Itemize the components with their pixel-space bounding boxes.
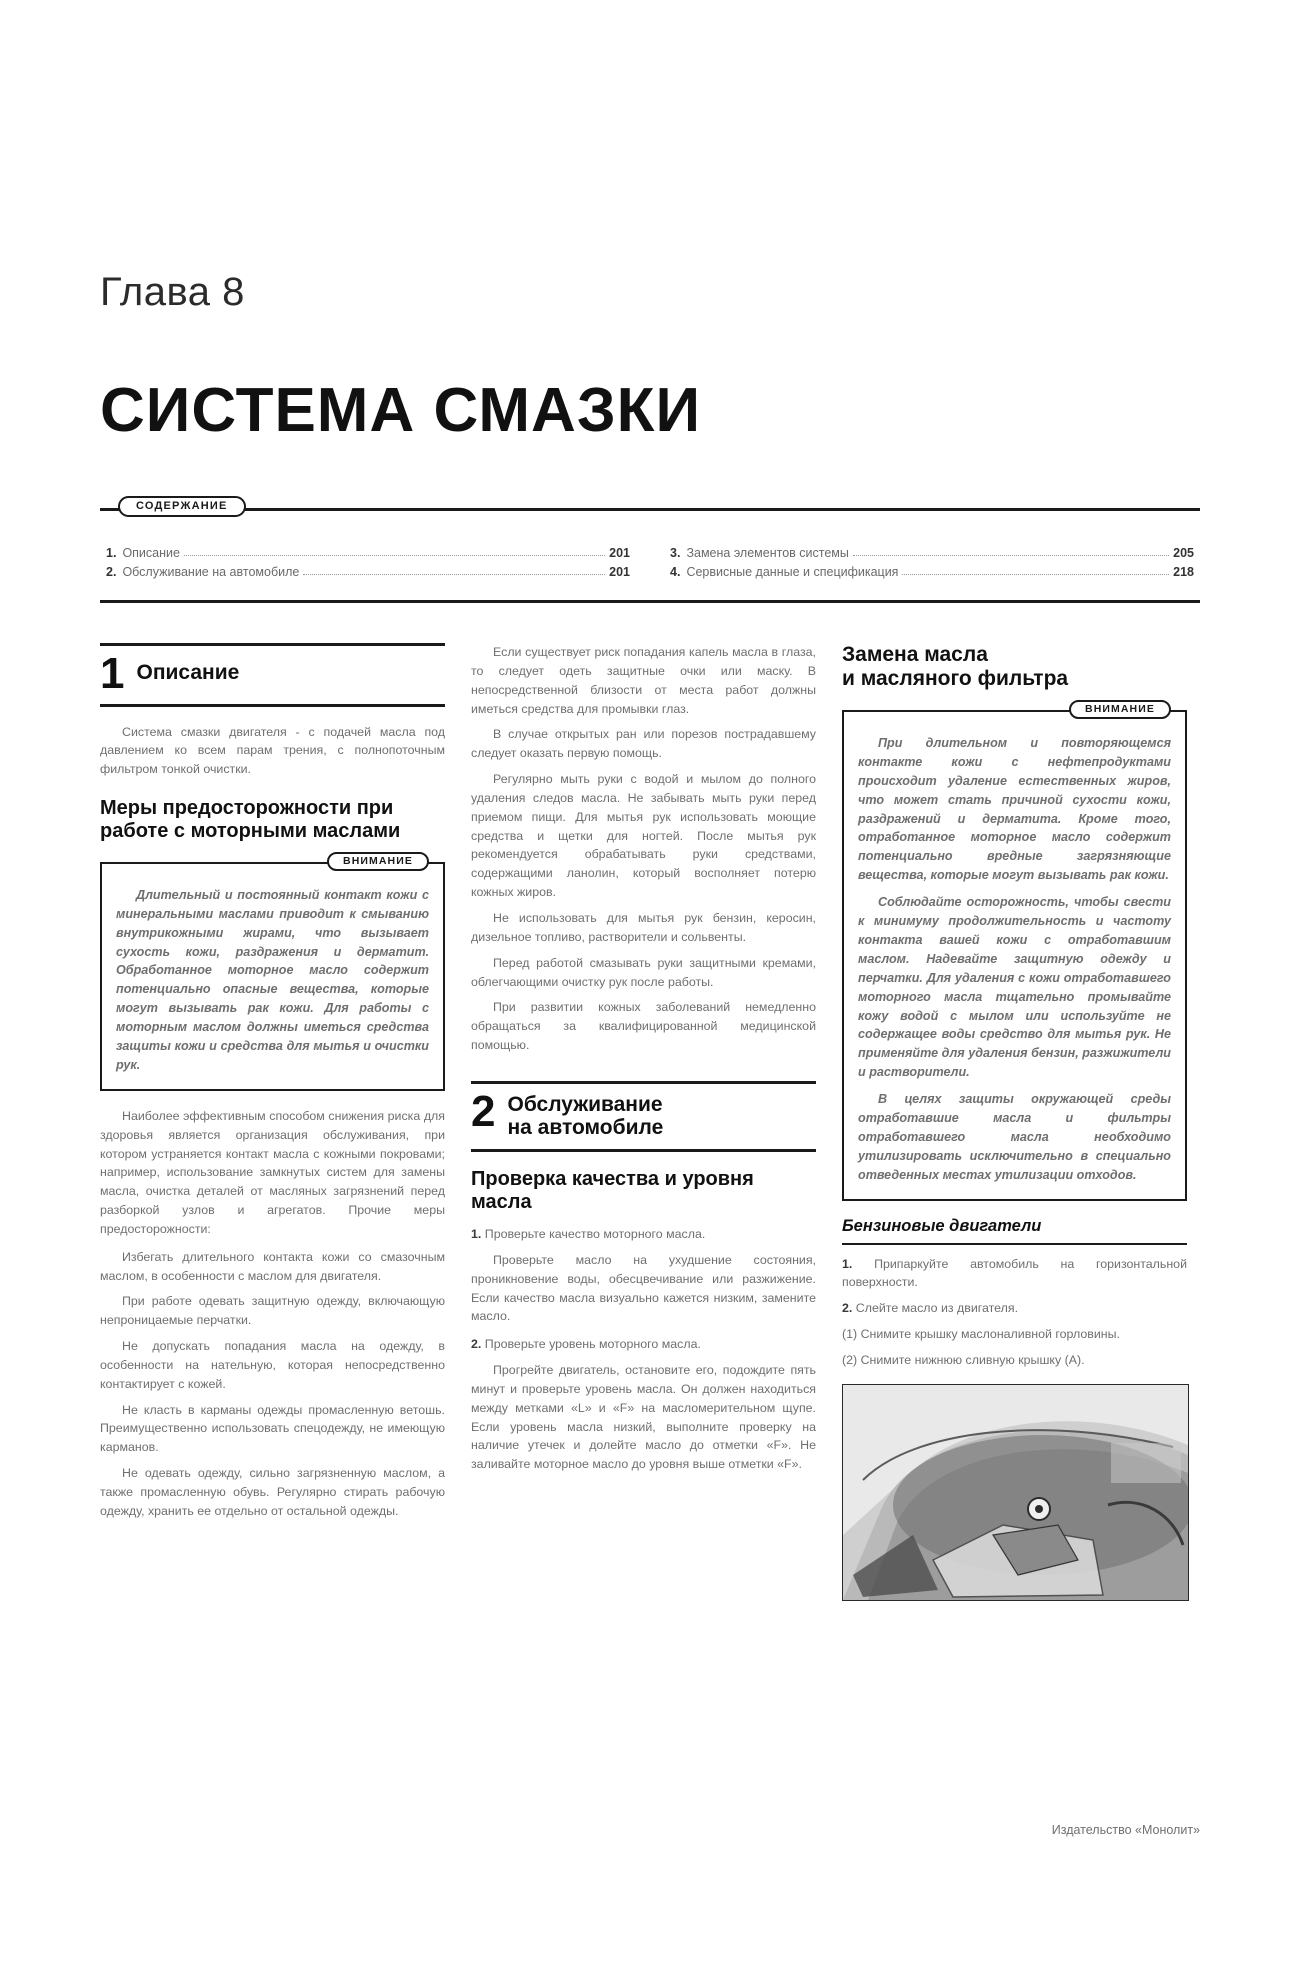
bullet-item: Не одевать одежду, сильно загрязненную маслом, а также промасленную обувь. Регулярно стирать рабочую одежду, хранить ее отдельно от остальной одежды. xyxy=(100,1466,445,1518)
publisher-imprint: Издательство «Монолит» xyxy=(1051,1823,1200,1837)
bullet-item: Перед работой смазывать руки защитными кремами, облегчающими очистку рук после работы. xyxy=(471,955,816,989)
step-item: Прогрейте двигатель, остановите его, подождите пять минут и проверьте уровень масла. Он должен находиться между метками «L» и «F» на масломерительном щупе. Если уровень масла низкий, выполните проверку на наличие утечек и долейте масло до отметки «F». Не заливайте моторное масло до уровня выше отметки «F». xyxy=(471,1363,816,1472)
warning-paragraph: Длительный и постоянный контакт кожи с минеральными маслами приводит к смыванию внутрикожными жирами, что вызывает сухость кожи, раздражения и дерматит. Обработанное моторное масло содержит потенциально опасные вещества, которые могут вызывать рак кожи. Для работы с моторным маслом должны иметься средства защиты кожи и средства для мытья и очистки рук. xyxy=(116,887,429,1072)
step-item: (2) Снимите нижнюю сливную крышку (A). xyxy=(842,1352,1085,1367)
subsection-title: Проверка качества и уровня масла xyxy=(471,1168,754,1213)
contents-entry[interactable] xyxy=(106,565,630,579)
contents-entry-number: 4. xyxy=(670,565,681,579)
section-heading-1 xyxy=(100,643,445,707)
contents-entry-number: 3. xyxy=(670,546,681,560)
warning-paragraph: При длительном и повторяющемся контакте кожи с нефтепродуктами происходит удаление естественных жиров, что может стать причиной сухости кожи, раздражений и дерматита. Кроме того, отработанное моторное масло содержит потенциально вредные загрязняющие вещества, которые могут вызывать рак кожи. xyxy=(858,736,1171,883)
contents-entry-page: 201 xyxy=(609,565,630,579)
leader-dots xyxy=(853,547,1169,556)
chapter-label: Глава 8 xyxy=(100,270,245,314)
page-title: СИСТЕМА СМАЗКИ xyxy=(100,376,702,445)
paragraph: Система смазки двигателя - с подачей масла под давлением ко всем парам трения, с полнопоточным фильтром тонкой очистки. xyxy=(100,724,445,777)
step-item xyxy=(471,1335,816,1354)
step-item xyxy=(842,1255,1187,1293)
contents-entry-number: 2. xyxy=(106,565,117,579)
table-of-contents xyxy=(100,500,1200,603)
step-item xyxy=(842,1299,1187,1318)
bullet-item: Не использовать для мытья рук бензин, керосин, дизельное топливо, растворители и сольвенты. xyxy=(471,910,816,944)
subsection-title-petrol-engines: Бензиновые двигатели xyxy=(842,1217,1187,1245)
warning-box xyxy=(842,703,1187,1200)
warning-paragraph: В целях защиты окружающей среды отработавшие масла и фильтры отработавшего масла необходимо утилизировать исключительно в специально отведенных местах утилизации отходов. xyxy=(858,1092,1171,1182)
contents-entry-title: Сервисные данные и спецификация xyxy=(686,565,899,579)
warning-tag: ВНИМАНИЕ xyxy=(1069,700,1171,719)
step-text: Проверьте уровень моторного масла. xyxy=(484,1337,701,1352)
contents-entry-title: Обслуживание на автомобиле xyxy=(122,565,300,579)
section-number: 2 xyxy=(471,1086,496,1136)
warning-box xyxy=(100,854,445,1091)
subsection-title-line1: Замена масла xyxy=(842,643,988,666)
engine-photo xyxy=(842,1384,1189,1601)
bullet-item: В случае открытых ран или порезов пострадавшему следует оказать первую помощь. xyxy=(471,727,816,761)
step-text: Проверьте качество моторного масла. xyxy=(484,1227,706,1241)
step-text: Слейте масло из двигателя. xyxy=(855,1301,1019,1316)
section-heading-2 xyxy=(471,1081,816,1152)
leader-dots xyxy=(303,566,605,575)
bullet-item: При развитии кожных заболеваний немедленно обращаться за квалифицированной медицинской помощью. xyxy=(471,1000,816,1053)
section-number: 1 xyxy=(100,649,125,698)
contents-entry[interactable] xyxy=(670,546,1194,560)
leader-dots xyxy=(902,566,1169,575)
engine-photo-illustration xyxy=(843,1385,1188,1600)
section-title: Описание xyxy=(136,661,240,684)
contents-column-left xyxy=(106,541,630,584)
subsection-title-line2: и масляного фильтра xyxy=(842,666,1069,690)
contents-entry-page: 201 xyxy=(609,546,630,560)
body-columns xyxy=(100,643,1200,1601)
subsection-title: Меры предосторожности при работе с моторными маслами xyxy=(100,797,401,842)
step-text: Припаркуйте автомобиль на горизонтальной поверхности. xyxy=(842,1256,1187,1290)
contents-tag: СОДЕРЖАНИЕ xyxy=(118,496,246,517)
bullet-item: Регулярно мыть руки с водой и мылом до полного удаления следов масла. Не забывать мыть руки перед приемом пищи. Для мытья рук использовать моющие средства и щетки для ногтей. После мытья рук рекомендуется обрабатывать руки средствами, содержащими ланолин, который восполняет потерю кожных жиров. xyxy=(471,772,816,900)
section-title-line2: на автомобиле xyxy=(507,1115,664,1139)
section-title xyxy=(507,1092,663,1139)
bullet-item: Не класть в карманы одежды промасленную ветошь. Преимущественно использовать спецодежду, не имеющую карманов. xyxy=(100,1402,445,1455)
contents-entry[interactable] xyxy=(670,565,1194,579)
contents-entry-title: Описание xyxy=(122,546,180,560)
warning-paragraph: Соблюдайте осторожность, чтобы свести к минимуму продолжительность и частоту контакта вашей кожи с отработавшим маслом. Надевайте защитную одежду и перчатки. Для удаления с кожи отработавшего моторного масла тщательно промывайте кожу водой с мылом или используйте не содержащее воды средство для мытья рук. Не применяйте для удаления бензин, разжижители и растворители. xyxy=(858,895,1171,1080)
page-content xyxy=(100,270,1200,1601)
warning-tag: ВНИМАНИЕ xyxy=(327,852,429,871)
bullet-item: Не допускать попадания масла на одежду, в особенности на нательную, которая непосредственно контактирует с кожей. xyxy=(100,1339,445,1391)
step-item: (1) Снимите крышку маслоналивной горловины. xyxy=(842,1327,1120,1342)
contents-entry-title: Замена элементов системы xyxy=(686,546,849,560)
leader-dots xyxy=(184,547,605,556)
column-1 xyxy=(100,643,445,1601)
contents-entry-page: 218 xyxy=(1173,565,1194,579)
bullet-item: Избегать длительного контакта кожи со смазочным маслом, в особенности с маслом для двигателя. xyxy=(100,1249,445,1283)
section-title-line1: Обслуживание xyxy=(507,1092,663,1116)
contents-entry-number: 1. xyxy=(106,546,117,560)
bullet-item: При работе одевать защитную одежду, включающую непроницаемые перчатки. xyxy=(100,1294,445,1328)
subsection-title-replace-oil xyxy=(842,643,1187,690)
step-number: 1. xyxy=(471,1227,482,1241)
step-item: Проверьте масло на ухудшение состояния, проникновение воды, обесцвечивание или разжижение. Если качество масла визуально кажется низким, замените масло. xyxy=(471,1252,816,1324)
step-number: 2. xyxy=(471,1337,482,1352)
contents-column-right xyxy=(670,541,1194,584)
contents-entry-page: 205 xyxy=(1173,546,1194,560)
paragraph: Наиболее эффективным способом снижения риска для здоровья является организация обслуживания, при котором устраняется контакт масла с кожными покровами; например, использование замкнутых систем для замены масла, очистка деталей от масляных загрязнений перед разборкой узлов и агрегатов. Прочие меры предосторожности: xyxy=(100,1108,445,1236)
bullet-item: Если существует риск попадания капель масла в глаза, то следует одеть защитные очки или маску. В непосредственной близости от места работ должны иметься средства для промывки глаз. xyxy=(471,645,816,716)
column-3 xyxy=(842,643,1187,1601)
step-item xyxy=(471,1225,816,1244)
column-2 xyxy=(471,643,816,1601)
contents-entry[interactable] xyxy=(106,546,630,560)
step-number: 1. xyxy=(842,1256,853,1271)
step-number: 2. xyxy=(842,1301,853,1316)
